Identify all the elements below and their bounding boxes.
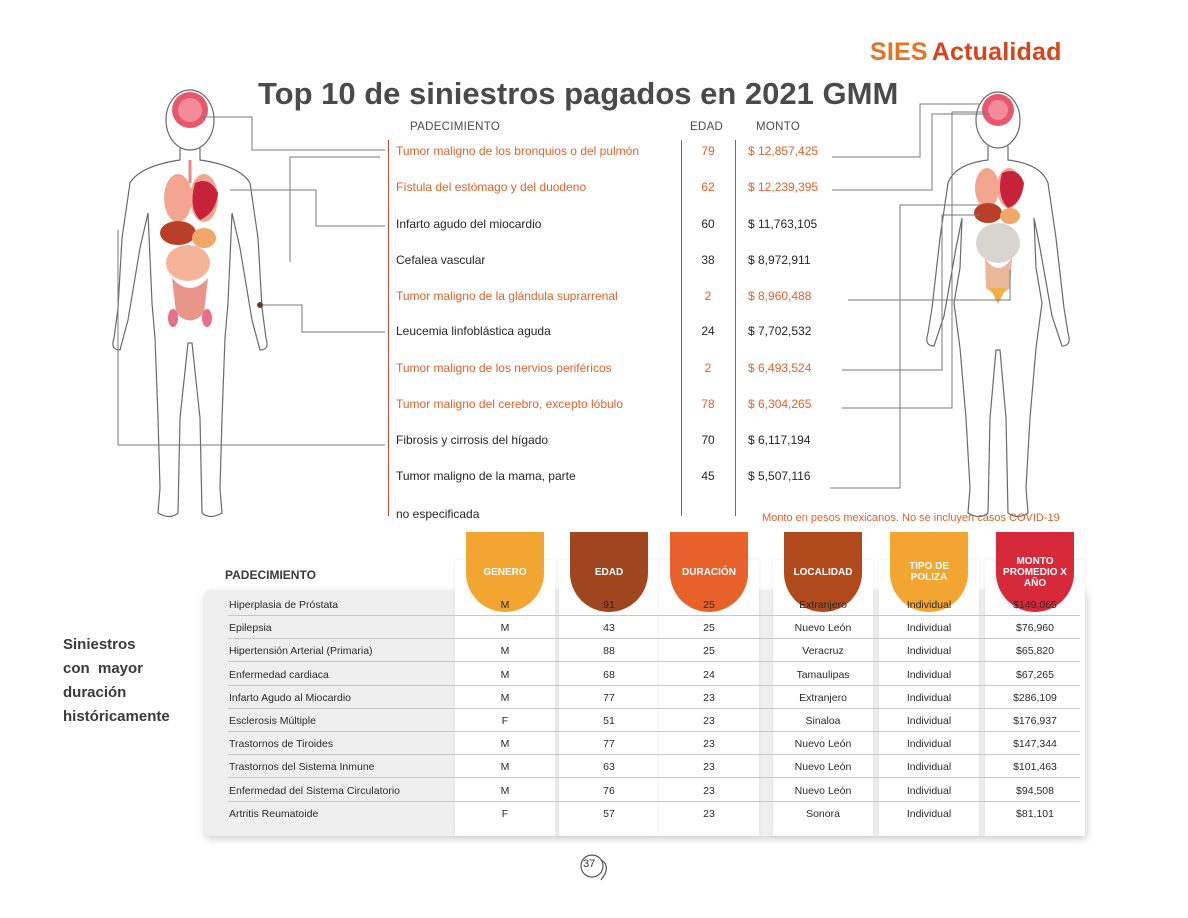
- table-row: [205, 779, 1087, 802]
- divider-middle: [681, 140, 682, 516]
- cell-location: Sonora: [806, 807, 840, 820]
- cell-condition: Hiperplasia de Próstata: [229, 599, 339, 611]
- cell-avg: $81,101: [1016, 807, 1054, 820]
- cell-condition: Trastornos de Tiroides: [229, 738, 334, 751]
- top-header-age: EDAD: [690, 121, 724, 133]
- cell-avg: $67,265: [1016, 668, 1054, 681]
- side-caption-line: históricamente: [63, 708, 170, 725]
- row-condition: Tumor maligno de la mama, parte: [396, 469, 576, 483]
- cell-policy: Individual: [906, 622, 952, 635]
- cell-avg: $76,960: [1016, 622, 1054, 635]
- page-title: Top 10 de siniestros pagados en 2021 GMM: [258, 76, 899, 111]
- table-row: [205, 616, 1087, 639]
- cell-location: Extranjero: [799, 691, 847, 704]
- cell-age: 76: [603, 784, 615, 797]
- cell-duration: 23: [703, 784, 715, 797]
- header-age-label: EDAD: [594, 566, 624, 578]
- row-condition: Tumor maligno del cerebro, excepto lóbulo: [396, 397, 624, 411]
- row-condition: Tumor maligno de la glándula suprarrenal: [396, 289, 618, 303]
- cell-duration: 25: [703, 622, 715, 635]
- table-row: [205, 663, 1087, 686]
- row-amount: $ 7,702,532: [748, 324, 812, 338]
- row-amount: $ 11,763,105: [748, 217, 818, 231]
- row-age: 60: [701, 217, 715, 231]
- cell-location: Nuevo León: [794, 784, 852, 797]
- cell-gender: F: [501, 807, 509, 820]
- header-condition: PADECIMIENTO: [225, 568, 316, 582]
- table-row: [205, 732, 1087, 755]
- header-policy-label: TIPO DE POLIZA: [908, 561, 949, 583]
- row-amount: $ 6,304,265: [748, 397, 812, 411]
- header-gender-label: GENERO: [483, 566, 527, 578]
- row-amount: $ 5,507,116: [748, 469, 811, 483]
- cell-location: Nuevo León: [794, 738, 852, 751]
- cell-gender: M: [500, 668, 510, 681]
- row-amount: $ 6,117,194: [748, 433, 811, 447]
- cell-location: Veracruz: [802, 645, 844, 658]
- cell-condition: Hipertensión Arterial (Primaria): [229, 645, 373, 658]
- row-age: 78: [701, 397, 715, 411]
- divider-right: [735, 140, 736, 516]
- row-age: 70: [701, 433, 715, 447]
- brand-part-sies: SIES: [870, 38, 928, 66]
- cell-age: 51: [603, 715, 615, 727]
- cell-gender: M: [500, 622, 510, 635]
- cell-duration: 23: [703, 691, 715, 704]
- cell-policy: Individual: [906, 784, 952, 797]
- row-age: 38: [701, 253, 715, 267]
- divider-left: [388, 140, 389, 516]
- cell-gender: M: [500, 645, 510, 658]
- cell-gender: M: [500, 691, 510, 704]
- cell-duration: 23: [703, 761, 715, 774]
- cell-policy: Individual: [906, 807, 952, 820]
- cell-condition: Infarto Agudo al Miocardio: [229, 691, 351, 704]
- row-condition: Leucemia linfoblástica aguda: [396, 324, 551, 338]
- male-body-illustration: [100, 88, 280, 528]
- table-row: [205, 639, 1087, 662]
- cell-avg: $101,463: [1013, 761, 1057, 774]
- cell-condition: Trastornos del Sistema Inmune: [229, 761, 375, 774]
- row-amount: $ 12,239,395: [748, 180, 819, 194]
- table-row: [205, 709, 1087, 732]
- cell-avg: $147,344: [1013, 738, 1057, 751]
- row-amount: $ 6,493,524: [748, 361, 812, 375]
- row-age: 62: [701, 180, 715, 194]
- table-row: [205, 593, 1087, 616]
- cell-location: Sinaloa: [805, 715, 841, 727]
- row-age: 79: [701, 144, 715, 158]
- cell-gender: M: [500, 738, 510, 751]
- cell-condition: Enfermedad cardiaca: [229, 668, 329, 681]
- side-caption-line: duración: [63, 684, 127, 701]
- brand-part-actualidad: Actualidad: [931, 38, 1062, 66]
- cell-duration: 24: [703, 668, 715, 681]
- cell-location: Nuevo León: [794, 761, 852, 774]
- top-header-condition: PADECIMIENTO: [410, 121, 501, 133]
- cell-age: 57: [603, 807, 615, 820]
- row-condition: Tumor maligno de los nervios periféricos: [396, 361, 612, 375]
- cell-duration: 25: [703, 645, 715, 658]
- page-number-badge: [577, 850, 613, 889]
- currency-note: Monto en pesos mexicanos. No se incluyen casos COVID-19: [762, 512, 1060, 524]
- cell-age: 68: [603, 668, 615, 681]
- female-body-illustration: [910, 88, 1090, 528]
- cell-gender: M: [500, 761, 510, 774]
- side-caption-line: con mayor: [63, 660, 144, 677]
- row-age: 2: [704, 289, 712, 303]
- cell-duration: 23: [703, 807, 715, 820]
- cell-policy: Individual: [906, 668, 952, 681]
- cell-location: Extranjero: [799, 599, 847, 611]
- row-amount: $ 8,960,488: [748, 289, 812, 303]
- cell-policy: Individual: [906, 599, 952, 611]
- header-location-label: LOCALIDAD: [793, 566, 853, 578]
- side-caption: [63, 633, 170, 729]
- cell-age: 43: [603, 622, 615, 635]
- page-number: 37: [583, 858, 596, 870]
- cell-avg: $94,508: [1016, 784, 1054, 797]
- cell-age: 77: [603, 691, 615, 704]
- cell-condition: Artritis Reumatoide: [229, 807, 319, 820]
- cell-gender: M: [500, 784, 510, 797]
- cell-age: 88: [603, 645, 615, 658]
- cell-condition: Enfermedad del Sistema Circulatorio: [229, 784, 400, 797]
- cell-duration: 23: [703, 738, 715, 751]
- row-condition: Fibrosis y cirrosis del hígado: [396, 433, 549, 447]
- top-header-amount: MONTO: [756, 121, 801, 133]
- table-row: [205, 686, 1087, 709]
- cell-location: Tamaulipas: [796, 668, 850, 681]
- cell-gender: F: [501, 715, 509, 727]
- cell-policy: Individual: [906, 715, 952, 727]
- cell-policy: Individual: [906, 761, 952, 774]
- row-age: 24: [701, 324, 715, 338]
- cell-age: 63: [603, 761, 615, 774]
- table-row: [205, 755, 1087, 778]
- row-amount: $ 8,972,911: [748, 253, 811, 267]
- cell-policy: Individual: [906, 691, 952, 704]
- cell-age: 77: [603, 738, 615, 751]
- cell-condition: Esclerosis Múltiple: [229, 715, 316, 727]
- cell-avg: $65,820: [1016, 645, 1054, 658]
- cell-age: 91: [603, 599, 615, 611]
- row-condition: Tumor maligno de los bronquios o del pulmón: [396, 144, 640, 158]
- cell-policy: Individual: [906, 645, 952, 658]
- row-continuation-text: no especificada: [396, 507, 480, 521]
- cell-avg: $149,065: [1013, 599, 1057, 611]
- cell-duration: 23: [703, 715, 715, 727]
- side-caption-line: Siniestros: [63, 636, 136, 653]
- cell-avg: $176,937: [1013, 715, 1057, 727]
- cell-avg: $286,109: [1013, 691, 1057, 704]
- row-condition: Fístula del estómago y del duodeno: [396, 180, 587, 194]
- row-age: 2: [704, 361, 712, 375]
- header-duration-label: DURACIÓN: [682, 566, 736, 578]
- cell-gender: M: [500, 599, 510, 611]
- cell-condition: Epilepsia: [229, 622, 272, 635]
- row-age: 45: [701, 469, 715, 483]
- row-amount: $ 12,857,425: [748, 144, 819, 158]
- row-condition: Infarto agudo del miocardio: [396, 217, 542, 231]
- cell-policy: Individual: [906, 738, 952, 751]
- cell-location: Nuevo León: [794, 622, 852, 635]
- cell-duration: 25: [703, 599, 715, 611]
- table-row: [205, 802, 1087, 825]
- row-condition: Cefalea vascular: [396, 253, 486, 267]
- header-avg-label: MONTO PROMEDIO X AÑO: [1003, 555, 1067, 589]
- brand-logo: [870, 38, 1062, 67]
